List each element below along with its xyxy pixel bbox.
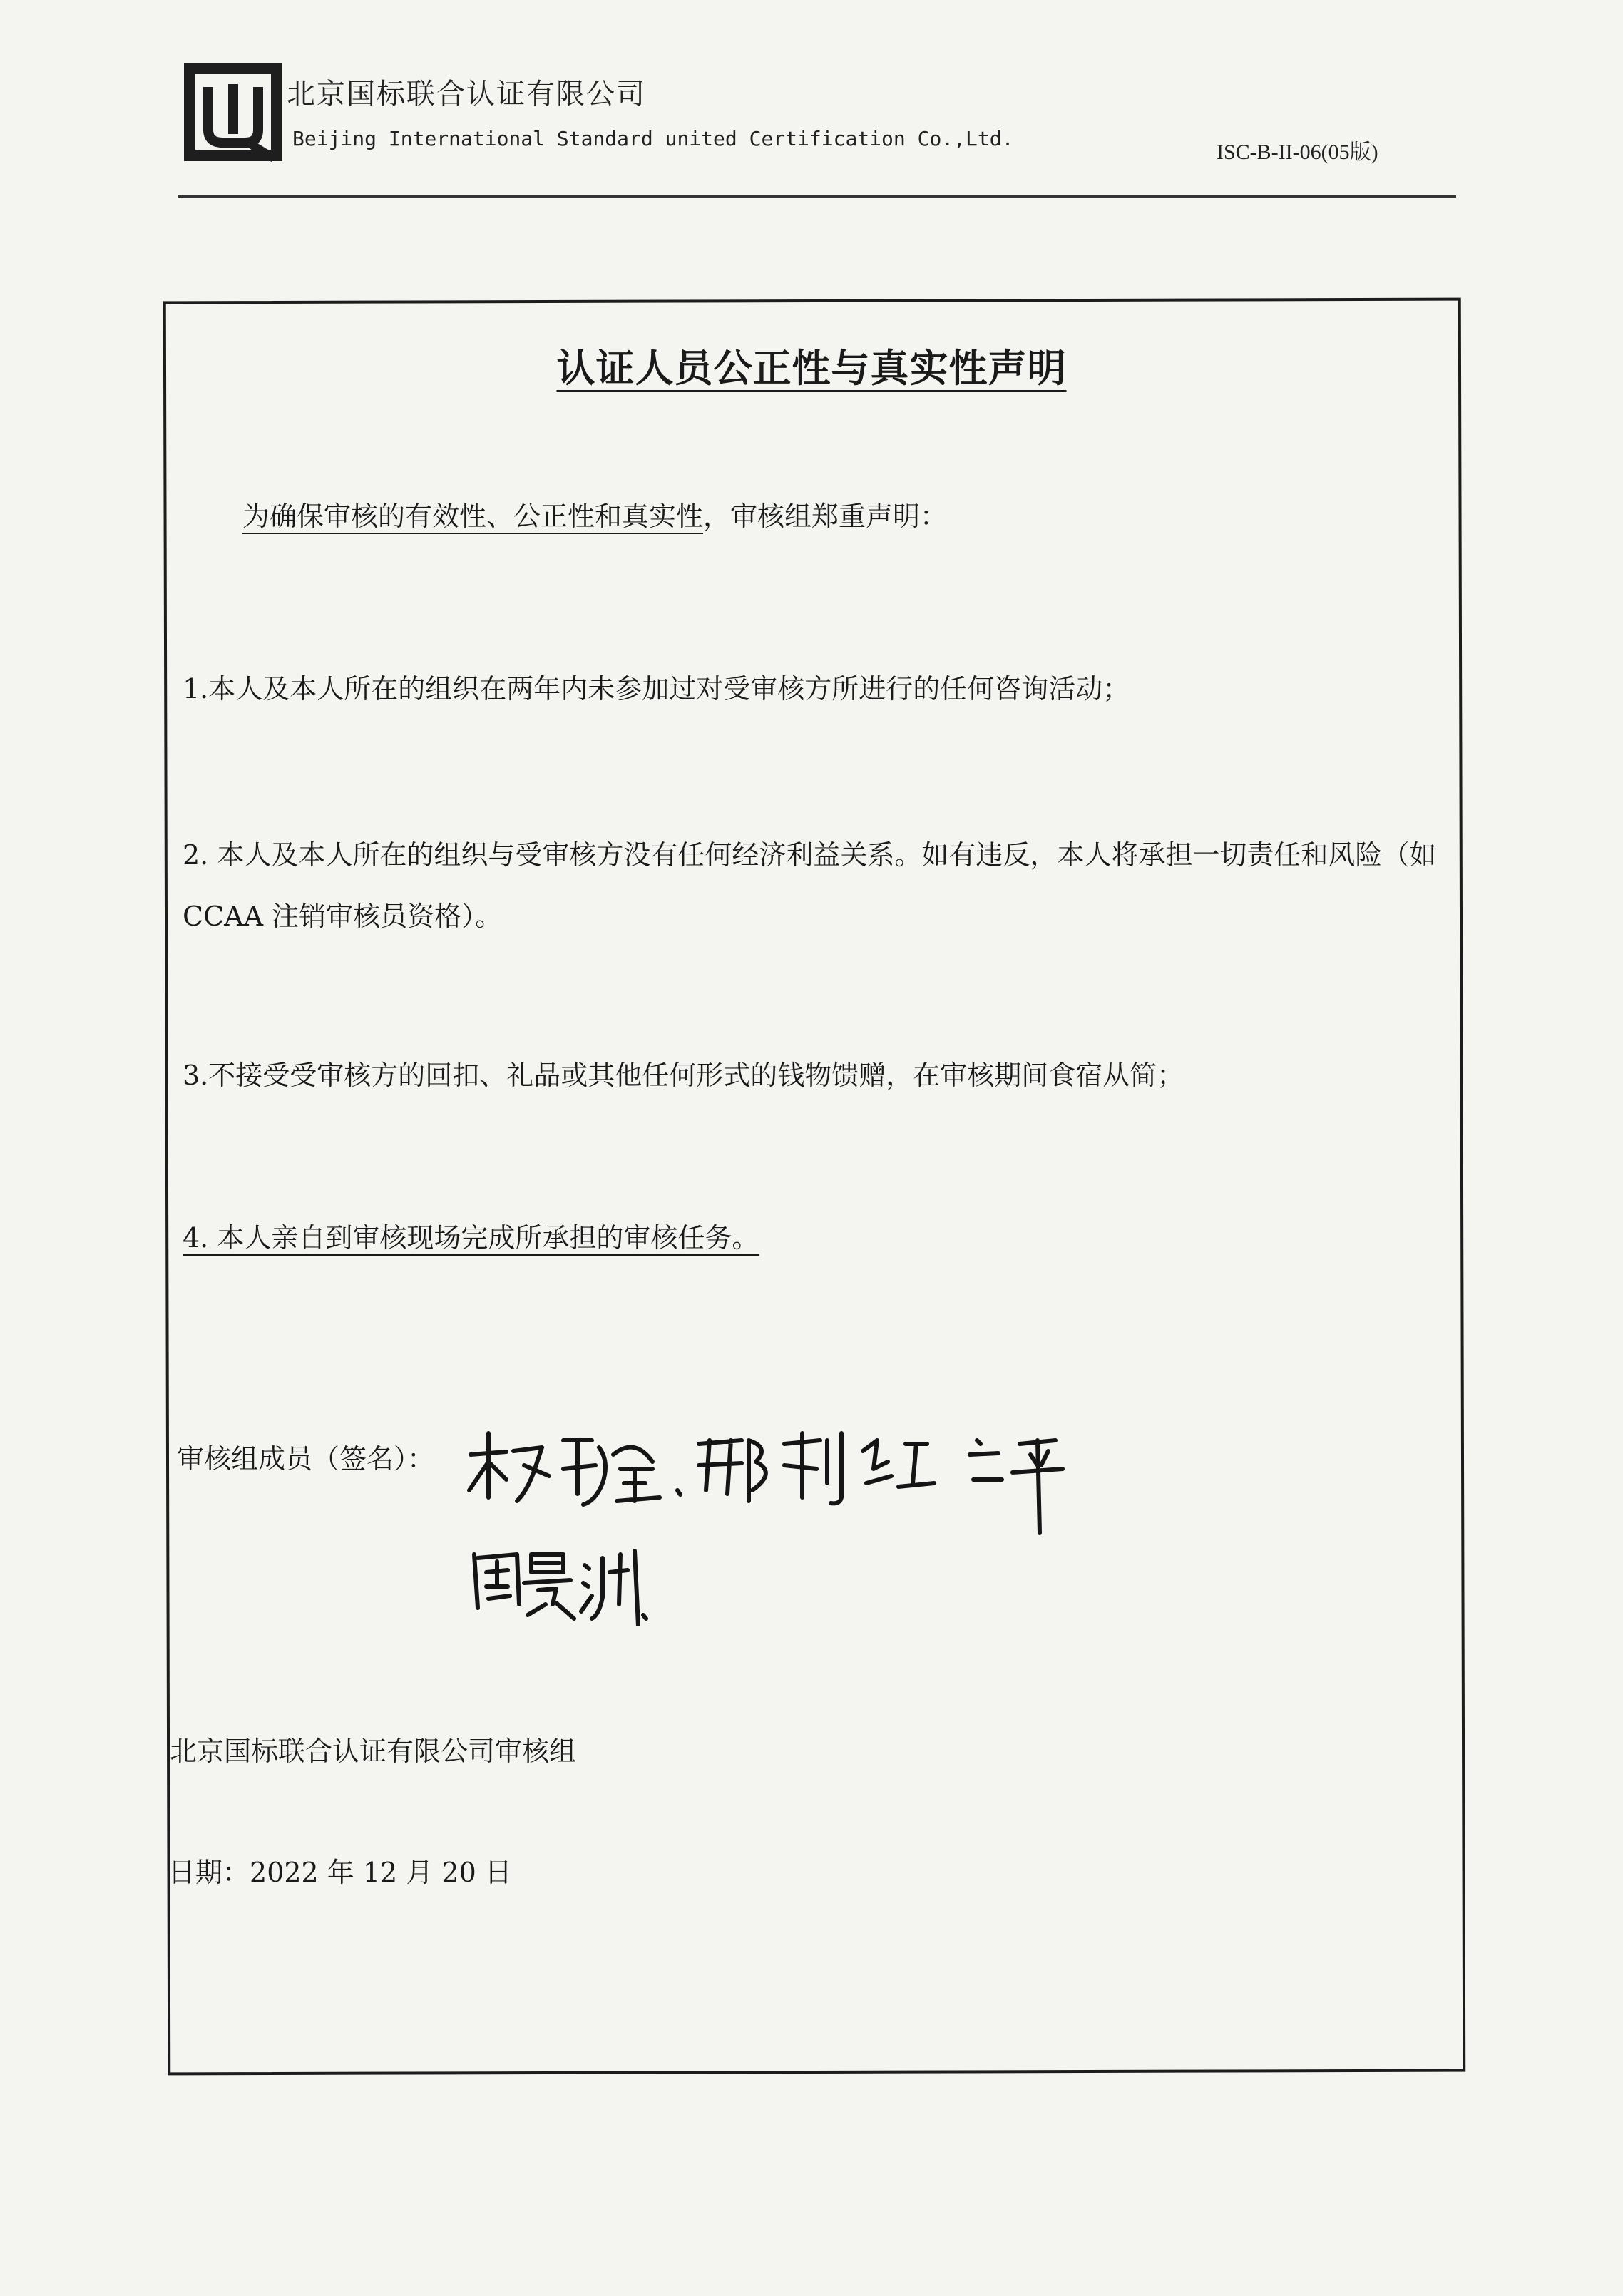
declaration-frame bbox=[163, 298, 1466, 2076]
document-code: ISC-B-II-06(05版) bbox=[1217, 140, 1378, 164]
item-4-text: 4. 本人亲自到审核现场完成所承担的审核任务。 bbox=[183, 1222, 759, 1254]
declaration-item-2: 2. 本人及本人所在的组织与受审核方没有任何经济利益关系。如有违反，本人将承担一切责任和风险（如 CCAA 注销审核员资格）。 bbox=[183, 839, 1437, 932]
declaration-item-1: 1.本人及本人所在的组织在两年内未参加过对受审核方所进行的任何咨询活动； bbox=[183, 673, 1130, 704]
declaration-title bbox=[0, 338, 1623, 393]
company-name-cn: 北京国标联合认证有限公司 bbox=[287, 78, 646, 111]
header-divider bbox=[178, 195, 1456, 198]
isc-logo-icon bbox=[180, 58, 287, 165]
audit-team-organization: 北京国标联合认证有限公司审核组 bbox=[170, 1736, 577, 1767]
company-name-en: Beijing International Standard united Certification Co.,Ltd. bbox=[292, 127, 1014, 150]
declaration-item-4 bbox=[183, 1212, 759, 1264]
signature-label: 审核组成员（签名）： bbox=[177, 1443, 435, 1475]
date-label: 日期： bbox=[168, 1857, 250, 1888]
intro-rest-text: ，审核组郑重声明： bbox=[703, 501, 948, 532]
date-value: 2022 年 12 月 20 日 bbox=[250, 1857, 512, 1888]
intro-underlined-text: 为确保审核的有效性、公正性和真实性 bbox=[242, 501, 704, 532]
declaration-item-3: 3.不接受受审核方的回扣、礼品或其他任何形式的钱物馈赠，在审核期间食宿从简； bbox=[183, 1060, 1184, 1091]
handwritten-signature-icon bbox=[456, 1412, 1098, 1626]
date-line bbox=[168, 1847, 512, 1898]
declaration-intro bbox=[242, 491, 947, 542]
declaration-title-text: 认证人员公正性与真实性声明 bbox=[556, 346, 1067, 391]
